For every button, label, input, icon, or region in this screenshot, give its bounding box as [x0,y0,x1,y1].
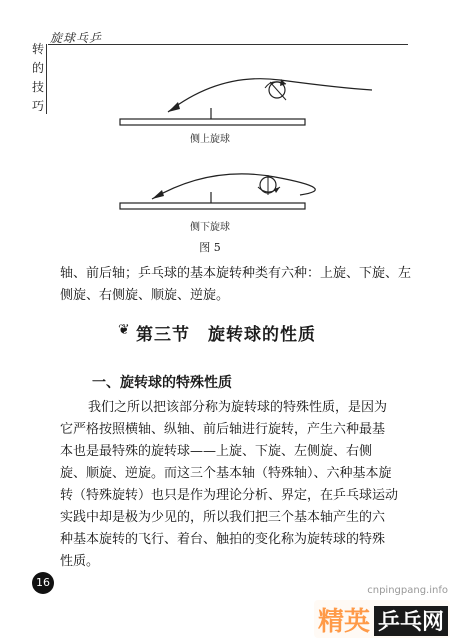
side-rule [46,44,47,114]
running-title: 旋球乓乒 [50,31,103,45]
side-char: 巧 [31,99,44,113]
paragraph-line: 性质。 [60,554,100,569]
side-char: 转 [31,42,44,56]
arrow-head [152,190,164,199]
header-rule [48,44,408,45]
paragraph-line: 旋、顺旋、逆旋。而这三个基本轴（特殊轴）、六种基本旋 [60,466,392,481]
watermark-logo [314,596,450,640]
side-char: 技 [31,80,44,94]
table-surface [120,119,305,125]
paragraph-line: 实践中却是极为少见的，所以我们把三个基本轴产生的六 [60,510,386,525]
section-title: 第三节 旋转球的性质 [136,325,316,345]
backspin-diagram [110,165,430,225]
page-number: 16 [32,572,54,594]
paragraph-line: 转（特殊旋转）也只是作为理论分析、界定，在乒乓球运动 [60,488,399,503]
paragraph-line: 我们之所以把该部分称为旋转球的特殊性质，是因为 [88,400,388,415]
svg-text:乒乓网: 乒乓网 [378,610,445,635]
paragraph-line: 侧旋、右侧旋、顺旋、逆旋。 [60,288,230,303]
table-surface [120,203,305,209]
paragraph-line: 轴、前后轴；乒乓球的基本旋转种类有六种：上旋、下旋、左 [60,266,412,281]
arrow-head [168,102,180,112]
trajectory-arc [152,174,315,199]
svg-text:精英: 精英 [318,607,371,637]
paragraph-line: 种基本旋转的飞行、着台、触拍的变化称为旋转球的特殊 [60,532,386,547]
figure-caption-bottom: 侧下旋球 [190,222,230,233]
paragraph-line: 本也是最特殊的旋转球——上旋、下旋、左侧旋、右侧 [60,444,373,459]
section-leaf-icon: ❦ [118,322,130,338]
side-char: 的 [31,61,44,75]
topspin-diagram [110,60,430,140]
subsection-title: 一、旋转球的特殊性质 [92,375,232,391]
side-vertical-title [30,40,46,116]
figure-label: 图 5 [199,241,221,254]
figure-caption-top: 侧上旋球 [190,134,230,145]
watermark-url: cnpingpang.info [367,585,448,596]
paragraph-line: 它严格按照横轴、纵轴、前后轴进行旋转，产生六种最基 [60,422,386,437]
